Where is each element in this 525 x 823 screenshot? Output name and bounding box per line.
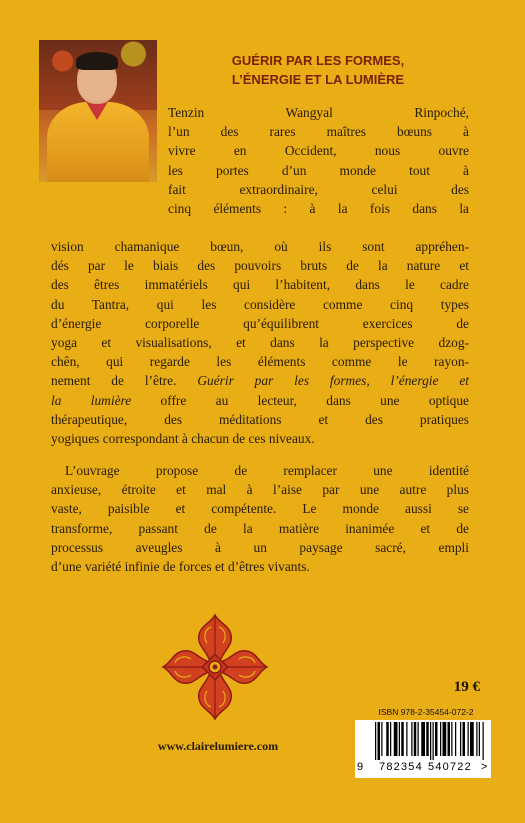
price-label: 19 €	[453, 679, 480, 695]
barcode-bar	[448, 722, 451, 756]
text-line: d’une variété infinie de forces et d’êtres vivants.	[51, 559, 310, 575]
barcode-bar	[375, 722, 376, 760]
barcode-bar	[463, 722, 466, 756]
barcode-bar	[468, 722, 469, 756]
text-segment: nement de l’être.	[51, 373, 177, 389]
text-line: yogiques correspondant à chacun de ces niveaux.	[51, 431, 315, 447]
barcode-bar	[479, 722, 480, 756]
barcode-bar	[455, 722, 456, 756]
text-line: l’un des rares maîtres bœuns à	[168, 124, 469, 140]
book-title-italic: Guérir par les formes, l’énergie et	[197, 373, 469, 389]
description-paragraph-1-bottom	[51, 237, 469, 448]
book-title-italic: la lumière	[51, 392, 132, 408]
barcode-bar	[406, 722, 407, 756]
text-line	[51, 391, 469, 410]
title-line-1: GUÉRIR PAR LES FORMES,	[231, 53, 405, 68]
text-line: vivre en Occident, nous ouvre	[168, 143, 469, 159]
text-line: des êtres immatériels qui l’habitent, dans le cadre	[51, 277, 469, 293]
text-line: Tenzin Wangyal Rinpoché,	[168, 105, 469, 120]
text-line: chên, qui regarde les éléments comme le rayon-	[51, 354, 469, 370]
barcode-bar	[483, 722, 484, 760]
barcode-lead-digit: 9	[357, 761, 364, 773]
text-line	[51, 371, 469, 390]
text-line: les portes d’un monde tout à	[168, 162, 469, 178]
barcode-bar	[430, 722, 431, 760]
text-line: processus aveugles à un paysage sacré, empli	[51, 539, 469, 555]
barcode-quiet-zone-marker: >	[481, 761, 488, 773]
text-line: du Tantra, qui les considère comme cinq types	[51, 296, 469, 312]
author-photo	[39, 40, 157, 182]
barcode-bar	[401, 722, 404, 756]
barcode-group-1: 782354	[379, 761, 423, 773]
isbn-label: ISBN 978-2-35454-072-2	[378, 707, 474, 717]
barcode-bar	[435, 722, 438, 756]
barcode-bar	[381, 722, 382, 756]
text-segment: offre au lecteur, dans une optique	[160, 392, 470, 408]
text-line: vaste, paisible et compétente. Le monde aussi se	[51, 501, 469, 517]
barcode-bar	[426, 722, 429, 756]
barcode-bar	[440, 722, 441, 756]
barcode	[355, 720, 491, 778]
barcode-bar	[470, 722, 474, 756]
title-line-2: L’ÉNERGIE ET LA LUMIÈRE	[231, 72, 405, 87]
barcode-bar	[399, 722, 400, 756]
barcode-bar	[414, 722, 417, 756]
text-line: anxieuse, étroite et mal à l’aise par une autre plus	[51, 482, 469, 498]
text-line: L’ouvrage propose de remplacer une identité	[65, 463, 469, 478]
barcode-digits	[357, 760, 489, 776]
barcode-bar	[411, 722, 412, 756]
text-line: d’énergie corporelle qu’équilibrent exercices de	[51, 315, 469, 331]
barcode-bar	[476, 722, 477, 756]
barcode-group-2: 540722	[428, 761, 472, 773]
barcode-bar	[394, 722, 398, 756]
text-line: vision chamanique bœun, où ils sont appréhen-	[51, 239, 469, 254]
text-line: cinq éléments : à la fois dans la	[168, 201, 469, 217]
text-line: transforme, passant de la matière inanimée et de	[51, 520, 469, 536]
barcode-bar	[451, 722, 452, 756]
text-line: yoga et visualisations, et dans la perspective dzog-	[51, 335, 469, 351]
book-title	[168, 51, 468, 89]
barcode-bar	[460, 722, 461, 756]
barcode-bar	[443, 722, 447, 756]
barcode-bar	[378, 722, 381, 760]
barcode-bars	[375, 722, 485, 760]
barcode-bar	[390, 722, 391, 756]
double-vajra-icon	[158, 610, 272, 724]
text-line: dés par le biais des pouvoirs bruts de la nature et	[51, 258, 469, 274]
description-paragraph-1-top	[168, 103, 469, 218]
barcode-bar	[421, 722, 425, 756]
publisher-website[interactable]: www.clairelumiere.com	[157, 739, 279, 753]
text-line: fait extraordinaire, celui des	[168, 181, 469, 197]
barcode-bar	[433, 722, 434, 760]
description-paragraph-2	[51, 461, 469, 576]
barcode-bar	[418, 722, 419, 756]
text-line: thérapeutique, des méditations et des pratiques	[51, 411, 469, 427]
barcode-bar	[386, 722, 389, 756]
